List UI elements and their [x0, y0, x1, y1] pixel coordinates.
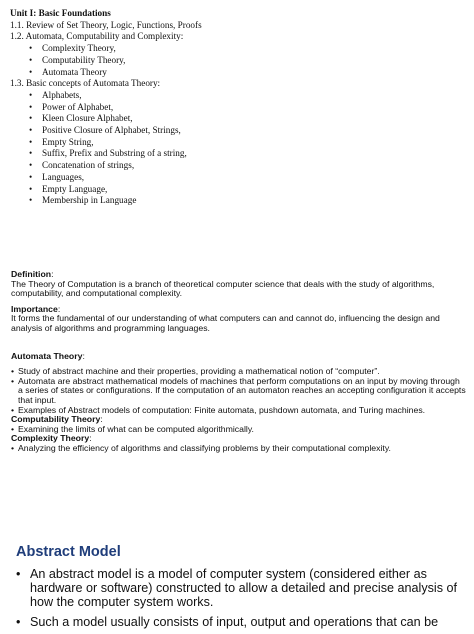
complexity-bullet: • Analyzing the efficiency of algorithms and classifying problems by their computational complexity. — [11, 444, 466, 454]
unit-outline — [10, 8, 470, 207]
abstract-bullet: • Such a model usually consists of input, output and operations that can be — [16, 615, 468, 629]
importance-text: It forms the fundamental of our understanding of what computers can and cannot do, influencing the design and analysis of algorithms and programming languages. — [11, 313, 440, 333]
importance-heading: Importance — [11, 303, 58, 314]
list-item: • Suffix, Prefix and Substring of a string, — [10, 148, 470, 160]
definition-text: The Theory of Computation is a branch of theoretical computer science that deals with the study of algorithms, computability, and computational complexity. — [11, 278, 435, 299]
list-item: • Empty Language, — [10, 184, 470, 196]
section-1-2: 1.2. Automata, Computability and Complexity: — [10, 31, 184, 42]
automata-bullet: • Study of abstract machine and their properties, providing a mathematical notion of “computer”. — [11, 367, 466, 377]
section-1-3: 1.3. Basic concepts of Automata Theory: — [10, 78, 161, 89]
list-item: • Empty String, — [10, 137, 470, 149]
list-item: • Power of Alphabet, — [10, 102, 470, 114]
unit-title: Unit I: Basic Foundations — [10, 8, 111, 18]
section-1-1: 1.1. Review of Set Theory, Logic, Functions, Proofs — [10, 19, 202, 30]
list-item: • Automata Theory — [10, 67, 470, 79]
list-item: • Membership in Language — [10, 195, 470, 207]
abstract-model-section — [16, 543, 468, 634]
list-item: • Alphabets, — [10, 90, 470, 102]
definitions-section: Definition: The Theory of Computation is a branch of theoretical computer science that deals with the study of algorithms, computability, and computational complexity. Importance: It forms the fundamental of our understanding of what computers can and cannot do, influencing the design and analysis of algorithms and programming languages. Automata Theory: • Study of abstract machine and their properties, providing a mathematical notion of “computer”. • Automata are abstract mathematical models of machines that perform computations on an input by moving through a series of states or configurations. If the computation of an automaton reaches an accepting configuration it accepts that input. • Examples of Abstract models of computation: Finite automata, pushdown automata, and Turing machines. Computability Theory: • Examining the limits of what can be computed algorithmically. Complexity Theory: • Analyzing the efficiency of algorithms and classifying problems by their computational complexity. — [11, 270, 466, 454]
list-item: • Kleen Closure Alphabet, — [10, 113, 470, 125]
list-item: • Concatenation of strings, — [10, 160, 470, 172]
computability-bullet: • Examining the limits of what can be computed algorithmically. — [11, 425, 466, 435]
definition-heading: Definition — [11, 269, 52, 279]
section-1-3-list — [10, 90, 470, 207]
section-1-2-list — [10, 43, 470, 78]
list-item: • Languages, — [10, 172, 470, 184]
abstract-bullet: • An abstract model is a model of computer system (considered either as hardware or software) constructed to allow a detailed and precise analysis of how the computer system works. — [16, 567, 468, 610]
automata-heading: Automata Theory — [11, 350, 83, 361]
abstract-model-title: Abstract Model — [16, 544, 121, 560]
automata-bullet: • Examples of Abstract models of computation: Finite automata, pushdown automata, and Turing machines. — [11, 406, 466, 416]
complexity-heading: Complexity Theory — [11, 433, 90, 444]
list-item: • Complexity Theory, — [10, 43, 470, 55]
computability-heading: Computability Theory — [11, 414, 101, 425]
list-item: • Computability Theory, — [10, 55, 470, 67]
automata-bullet: • Automata are abstract mathematical models of machines that perform computations on an input by moving through a series of states or configurations. If the computation of an automaton reaches an accepting configuration it accepts that input. — [11, 377, 466, 406]
list-item: • Positive Closure of Alphabet, Strings, — [10, 125, 470, 137]
